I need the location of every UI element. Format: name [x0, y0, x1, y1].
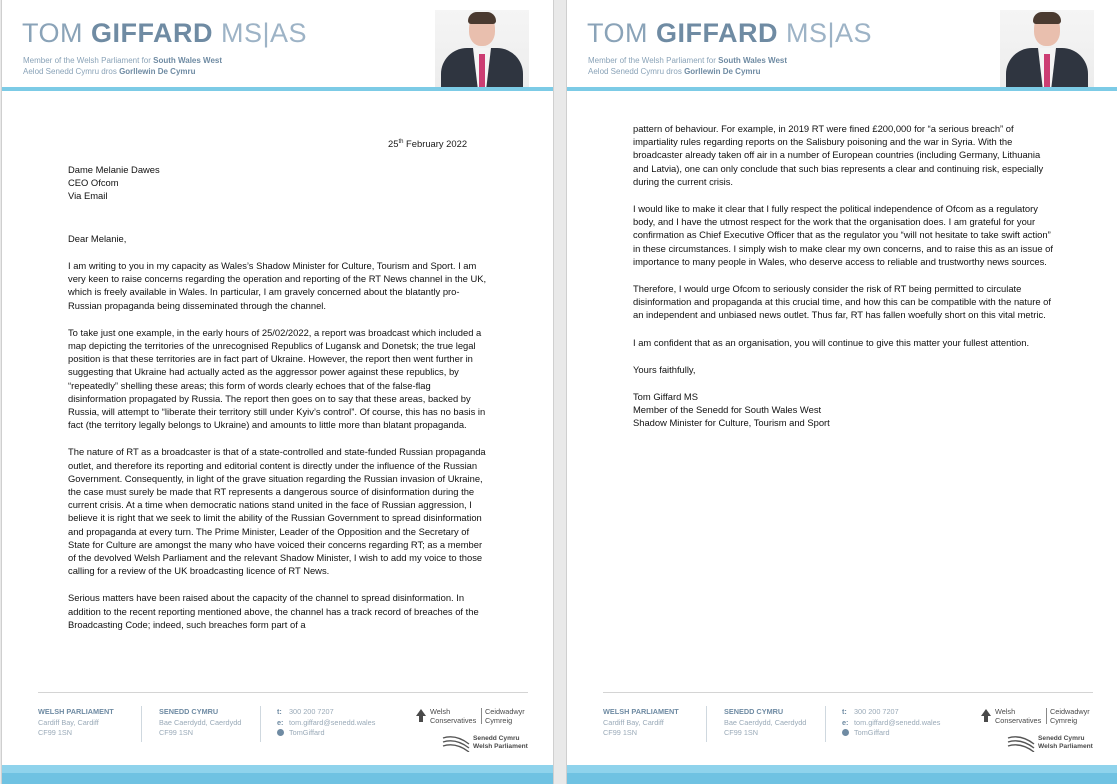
footer-contact	[842, 707, 940, 739]
logo-text: Cymreig	[1050, 715, 1078, 725]
logo-text: Welsh Parliament	[473, 743, 528, 750]
logo-text: Senedd Cymru	[1038, 735, 1085, 742]
logo-text: Conservatives	[995, 715, 1042, 725]
phone-number[interactable]: 300 200 7207	[289, 707, 334, 716]
footer-sc-title: SENEDD CYMRU	[159, 707, 219, 716]
twitter-handle[interactable]: TomGiffard	[289, 728, 325, 737]
letterhead-ms: MS	[213, 18, 263, 48]
email-address[interactable]: tom.giffard@senedd.wales	[289, 717, 376, 727]
subtitle-en-prefix: Member of the Welsh Parliament for	[588, 56, 719, 65]
letterhead-name	[587, 18, 872, 49]
logo-text: Welsh	[995, 707, 1016, 716]
letter-page-2	[566, 0, 1117, 784]
welsh-conservatives-logo	[980, 707, 1096, 727]
logo-text: Welsh	[430, 707, 451, 716]
portrait-photo	[1000, 10, 1094, 90]
logo-text: Conservatives	[430, 715, 477, 725]
tel-label: t:	[277, 707, 282, 716]
letterhead-last-name: GIFFARD	[91, 18, 213, 48]
tree-icon	[415, 709, 427, 722]
logo-text: Ceidwadwyr	[1050, 707, 1090, 716]
welsh-conservatives-logo	[415, 707, 531, 727]
footer-welsh-parliament	[603, 707, 679, 739]
recipient-delivery: Via Email	[68, 190, 108, 202]
senedd-wave-icon	[1007, 734, 1035, 752]
tree-icon	[980, 709, 992, 722]
twitter-icon	[842, 729, 849, 736]
paragraph: pattern of behaviour. For example, in 2019 RT were fined £200,000 for “a serious breach” of impartiality rules regarding reports on the Salisbury poisoning and the war in Syria. With the broadcaster already taken off air in a number of European countries (including Germany, Lithuania and Latvia), one can only conclude that such bias represents a clear and continuing risk, especially during the current crisis.	[633, 123, 1044, 187]
paragraph: Therefore, I would urge Ofcom to seriously consider the risk of RT being permitted to circulate disinformation and propaganda at this crucial time, and how this can be compatible with the nature of an independent and unbiased news outlet. Thus far, RT has fallen woefully short on this vital metric.	[633, 283, 1051, 321]
senedd-logo	[1007, 734, 1099, 754]
footer-sc-line: Bae Caerdydd, Caerdydd	[159, 717, 242, 727]
paragraph: I am writing to you in my capacity as Wales’s Shadow Minister for Culture, Tourism and Sport. I am very keen to raise concerns regarding the operation and reporting of the RT News channel in the UK, which is freely available in Wales. In particular, I am gravely concerned about the blatantly pro-Russian propaganda being disseminated through the channel.	[68, 260, 487, 311]
email-label: e:	[842, 717, 849, 727]
letterhead-subtitle-en	[588, 56, 787, 65]
date-day: 25	[388, 138, 399, 150]
footer-rule	[603, 692, 1093, 693]
subtitle-en-region: South Wales West	[153, 56, 223, 65]
phone-number[interactable]: 300 200 7207	[854, 707, 899, 716]
footer-divider	[141, 706, 142, 742]
paragraph: Serious matters have been raised about the capacity of the channel to spread disinformation. In addition to the recent reporting mentioned above, the channel has a track record of breaches of the Broadcasting Code; indeed, such breaches form part of a	[68, 592, 479, 630]
letterhead-first-name: TOM	[587, 18, 656, 48]
subtitle-cy-region: Gorllewin De Cymru	[119, 67, 196, 76]
letterhead-last-name: GIFFARD	[656, 18, 778, 48]
date-rest: February 2022	[403, 138, 468, 150]
letterhead-subtitle-en	[23, 56, 222, 65]
footer-rule	[38, 692, 528, 693]
signature-role: Shadow Minister for Culture, Tourism and Sport	[633, 417, 830, 429]
subtitle-cy-prefix: Aelod Senedd Cymru dros	[23, 67, 120, 76]
letterhead-as: AS	[270, 18, 308, 48]
footer-sc-line: Bae Caerdydd, Caerdydd	[724, 717, 807, 727]
footer-band	[2, 765, 553, 773]
letterhead-as: AS	[835, 18, 873, 48]
signature-name: Tom Giffard MS	[633, 391, 698, 403]
paragraph: The nature of RT as a broadcaster is that of a state-controlled and state-funded Russian propaganda outlet, and therefore its reporting and editorial content is directly under the influence of the Russian Government. Consequently, in light of the grave situation regarding the Russian invasion of Ukraine, the case must surely be made that RT represents a dangerous source of disinformation during the current crisis. At a time when democratic nations stand united in the face of Russian aggression, I believe it is right that we seek to limit the ability of the Russian Government to spread disinformation and propaganda at every turn. The Prime Minister, Leader of the Opposition and the Secretary of State for Culture are amongst the many who have voiced their concerns regarding RT; as a member of the devolved Welsh Parliament and the relevant Shadow Minister, I wish to add my voice to those calling for a review of the UK broadcasting licence of RT News.	[68, 446, 486, 577]
logo-text: Senedd Cymru	[473, 735, 520, 742]
letter-date	[388, 136, 467, 150]
footer-sc-line: CF99 1SN	[724, 728, 759, 737]
footer-wp-title: WELSH PARLIAMENT	[603, 707, 679, 716]
date-suffix: th	[398, 139, 404, 145]
footer-wp-line: Cardiff Bay, Cardiff	[38, 717, 99, 727]
footer-wp-line: CF99 1SN	[603, 728, 638, 737]
footer-wp-line: Cardiff Bay, Cardiff	[603, 717, 664, 727]
signature-role: Member of the Senedd for South Wales West	[633, 404, 822, 416]
header-rule	[567, 87, 1117, 91]
letter-body-page-1	[68, 259, 489, 645]
letterhead-first-name: TOM	[22, 18, 91, 48]
footer-band	[2, 773, 553, 784]
recipient-address	[68, 163, 489, 203]
portrait-photo	[435, 10, 529, 90]
footer-divider	[706, 706, 707, 742]
paragraph: I am confident that as an organisation, you will continue to give this matter your fullest attention.	[633, 336, 1030, 348]
footer-band	[567, 773, 1117, 784]
footer-welsh-parliament	[38, 707, 114, 739]
signature-block	[633, 390, 1054, 430]
footer-divider	[260, 706, 261, 742]
footer-senedd-cymru	[159, 707, 241, 739]
footer-sc-line: CF99 1SN	[159, 728, 194, 737]
recipient-title: CEO Ofcom	[68, 177, 119, 189]
letterhead-subtitle-cy	[588, 67, 761, 76]
senedd-logo	[442, 734, 534, 754]
letter-page-1	[1, 0, 554, 784]
footer-contact	[277, 707, 375, 739]
email-address[interactable]: tom.giffard@senedd.wales	[854, 717, 941, 727]
footer-wp-line: CF99 1SN	[38, 728, 73, 737]
letterhead-divider: |	[262, 18, 271, 48]
footer-divider	[825, 706, 826, 742]
footer-senedd-cymru	[724, 707, 806, 739]
subtitle-cy-prefix: Aelod Senedd Cymru dros	[588, 67, 685, 76]
letter-body-page-2	[633, 122, 1054, 430]
letterhead-name	[22, 18, 307, 49]
footer-band	[567, 765, 1117, 773]
recipient-name: Dame Melanie Dawes	[68, 164, 160, 175]
logo-text: Ceidwadwyr	[485, 707, 525, 716]
letterhead-divider: |	[827, 18, 836, 48]
twitter-icon	[277, 729, 284, 736]
closing: Yours faithfully,	[633, 363, 696, 375]
paragraph: To take just one example, in the early hours of 25/02/2022, a report was broadcast which included a map depicting the territories of the unrecognised Republics of Lugansk and Donetsk; the true legal position is that these territories are in fact part of Ukraine. However, the report then went further in suggesting that Ukraine had actually acted as the aggressor power against these republics, by “repeatedly” shelling these areas; this form of words clearly echoes that of the false-flag disinformation propagated by Russia. The report then goes on to say that these areas, backed by Russia, will attempt to “liberate their territory still under Kyiv’s control”. Of course, this has no basis in fact (the territory legally belongs to Ukraine) and amounts to little more than blatant propaganda.	[68, 326, 486, 431]
footer-wp-title: WELSH PARLIAMENT	[38, 707, 114, 716]
tel-label: t:	[842, 707, 847, 716]
subtitle-cy-region: Gorllewin De Cymru	[684, 67, 761, 76]
logo-text: Cymreig	[485, 715, 513, 725]
letterhead-subtitle-cy	[23, 67, 196, 76]
subtitle-en-prefix: Member of the Welsh Parliament for	[23, 56, 154, 65]
footer-sc-title: SENEDD CYMRU	[724, 707, 784, 716]
paragraph: I would like to make it clear that I fully respect the political independence of Ofcom as a regulatory body, and I have the utmost respect for the work that the organisation does. I am grateful for your confirmation as Chief Executive Officer that as the regulator you “will not hesitate to take swift action” in these circumstances. I simply wish to make clear my own concerns, and to raise this as an issue of importance to many people in Wales, who deserve access to reliable and trustworthy news sources.	[633, 203, 1053, 267]
subtitle-en-region: South Wales West	[718, 56, 788, 65]
header-rule	[2, 87, 553, 91]
salutation: Dear Melanie,	[68, 233, 127, 244]
letterhead-ms: MS	[778, 18, 828, 48]
logo-text: Welsh Parliament	[1038, 743, 1093, 750]
twitter-handle[interactable]: TomGiffard	[854, 728, 890, 737]
email-label: e:	[277, 717, 284, 727]
senedd-wave-icon	[442, 734, 470, 752]
